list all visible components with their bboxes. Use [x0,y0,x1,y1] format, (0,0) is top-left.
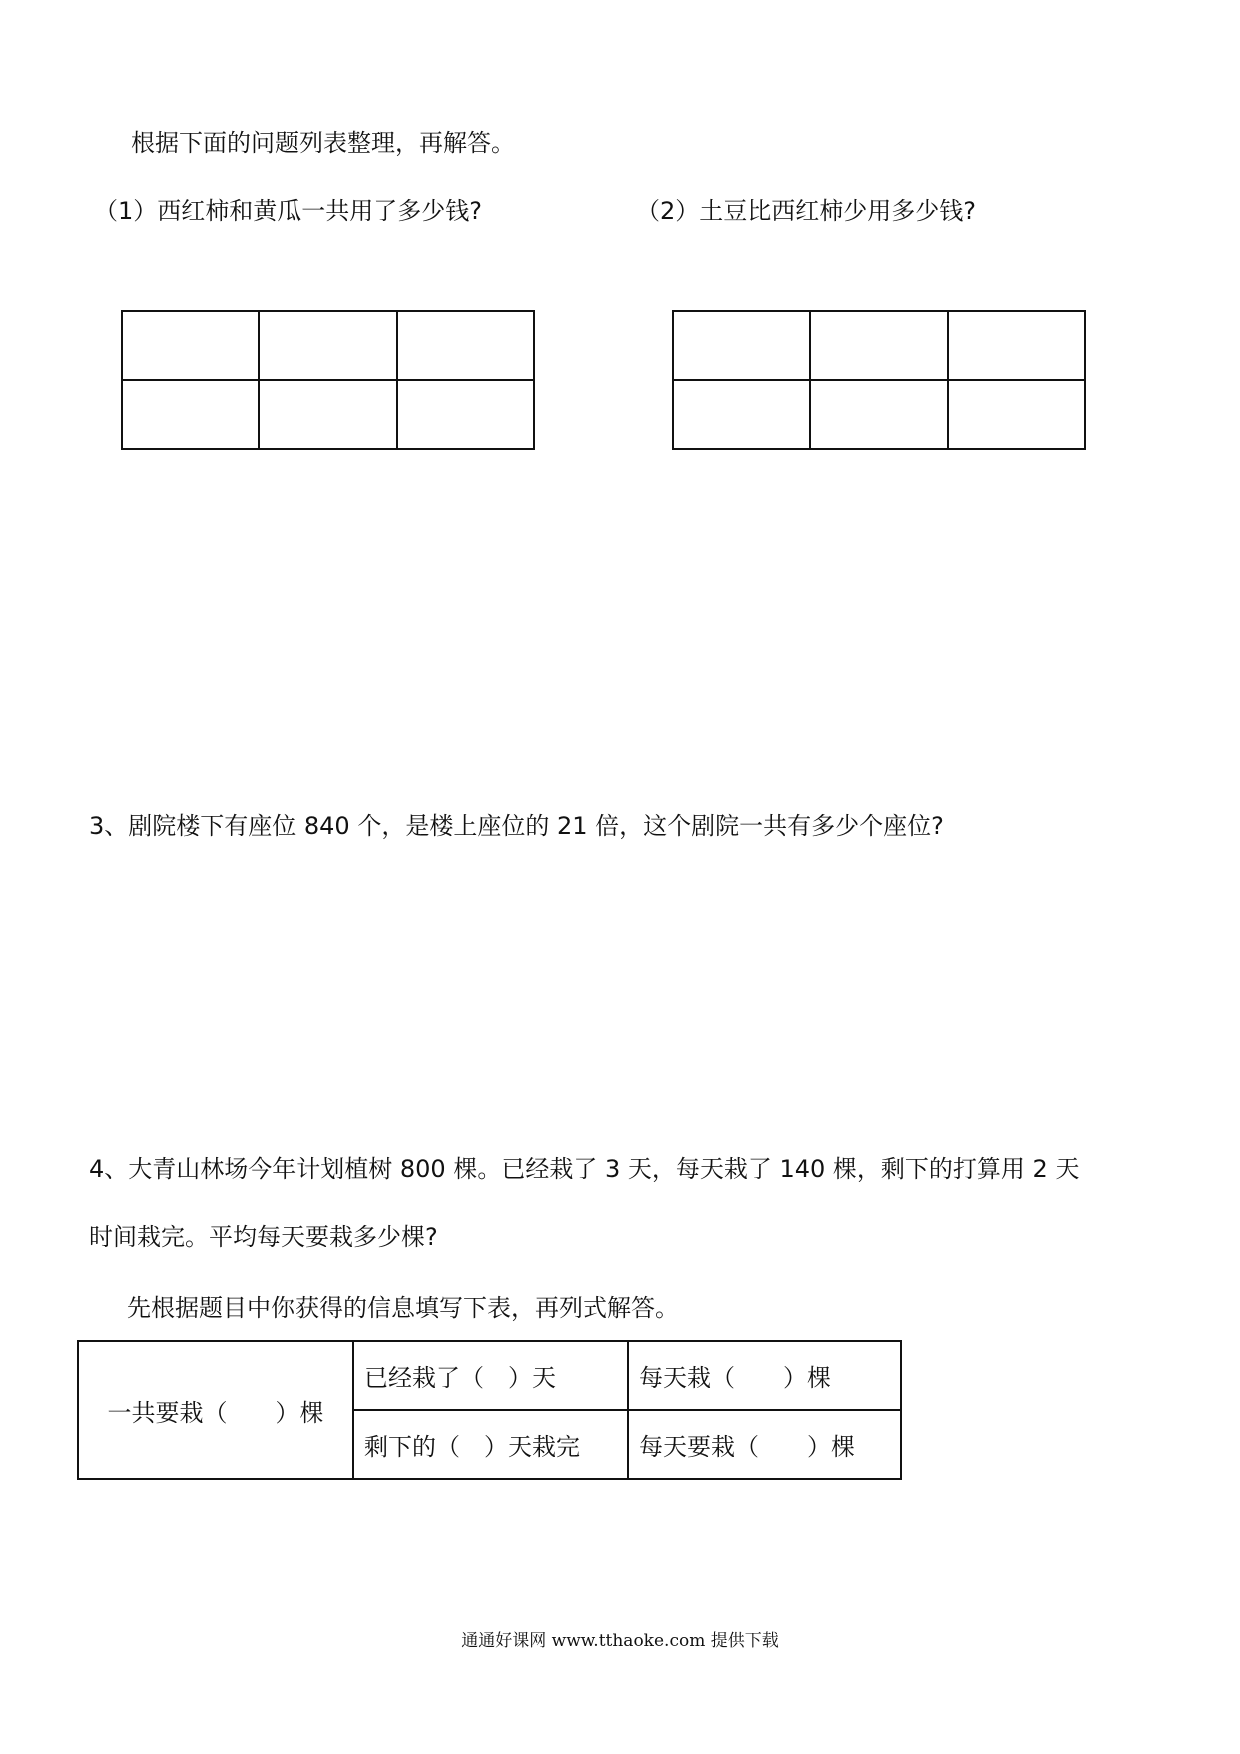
answer-cell[interactable] [259,380,396,449]
answer-grid-2 [672,310,1086,450]
answer-cell[interactable] [810,311,947,380]
days-done-cell[interactable]: 已经栽了（ ）天 [353,1341,628,1410]
total-trees-cell[interactable]: 一共要栽（ ）棵 [78,1341,353,1479]
answer-cell[interactable] [397,380,534,449]
sub-question-1: （1）西红柿和黄瓜一共用了多少钱? [94,197,483,225]
question-4-line-2: 时间栽完。平均每天要栽多少棵? [89,1223,438,1251]
answer-cell[interactable] [673,380,810,449]
answer-cell[interactable] [397,311,534,380]
question-4-instruction: 先根据题目中你获得的信息填写下表，再列式解答。 [127,1294,679,1322]
question-3: 3、剧院楼下有座位 840 个，是楼上座位的 21 倍，这个剧院一共有多少个座位? [89,812,944,840]
planting-info-table [77,1340,902,1480]
answer-cell[interactable] [948,380,1085,449]
sub-question-2: （2）土豆比西红柿少用多少钱? [636,197,977,225]
days-left-cell[interactable]: 剩下的（ ）天栽完 [353,1410,628,1479]
answer-cell[interactable] [259,311,396,380]
answer-grid-1 [121,310,535,450]
answer-cell[interactable] [673,311,810,380]
answer-cell[interactable] [122,380,259,449]
intro-text: 根据下面的问题列表整理，再解答。 [131,129,515,157]
answer-cell[interactable] [122,311,259,380]
answer-cell[interactable] [948,311,1085,380]
footer-credit: 通通好课网 www.tthaoke.com 提供下载 [461,1631,779,1651]
question-4-line-1: 4、大青山林场今年计划植树 800 棵。已经栽了 3 天，每天栽了 140 棵，剩下的打算用 2 天 [89,1155,1080,1183]
per-day-done-cell[interactable]: 每天栽（ ）棵 [628,1341,901,1410]
answer-cell[interactable] [810,380,947,449]
per-day-left-cell[interactable]: 每天要栽（ ）棵 [628,1410,901,1479]
